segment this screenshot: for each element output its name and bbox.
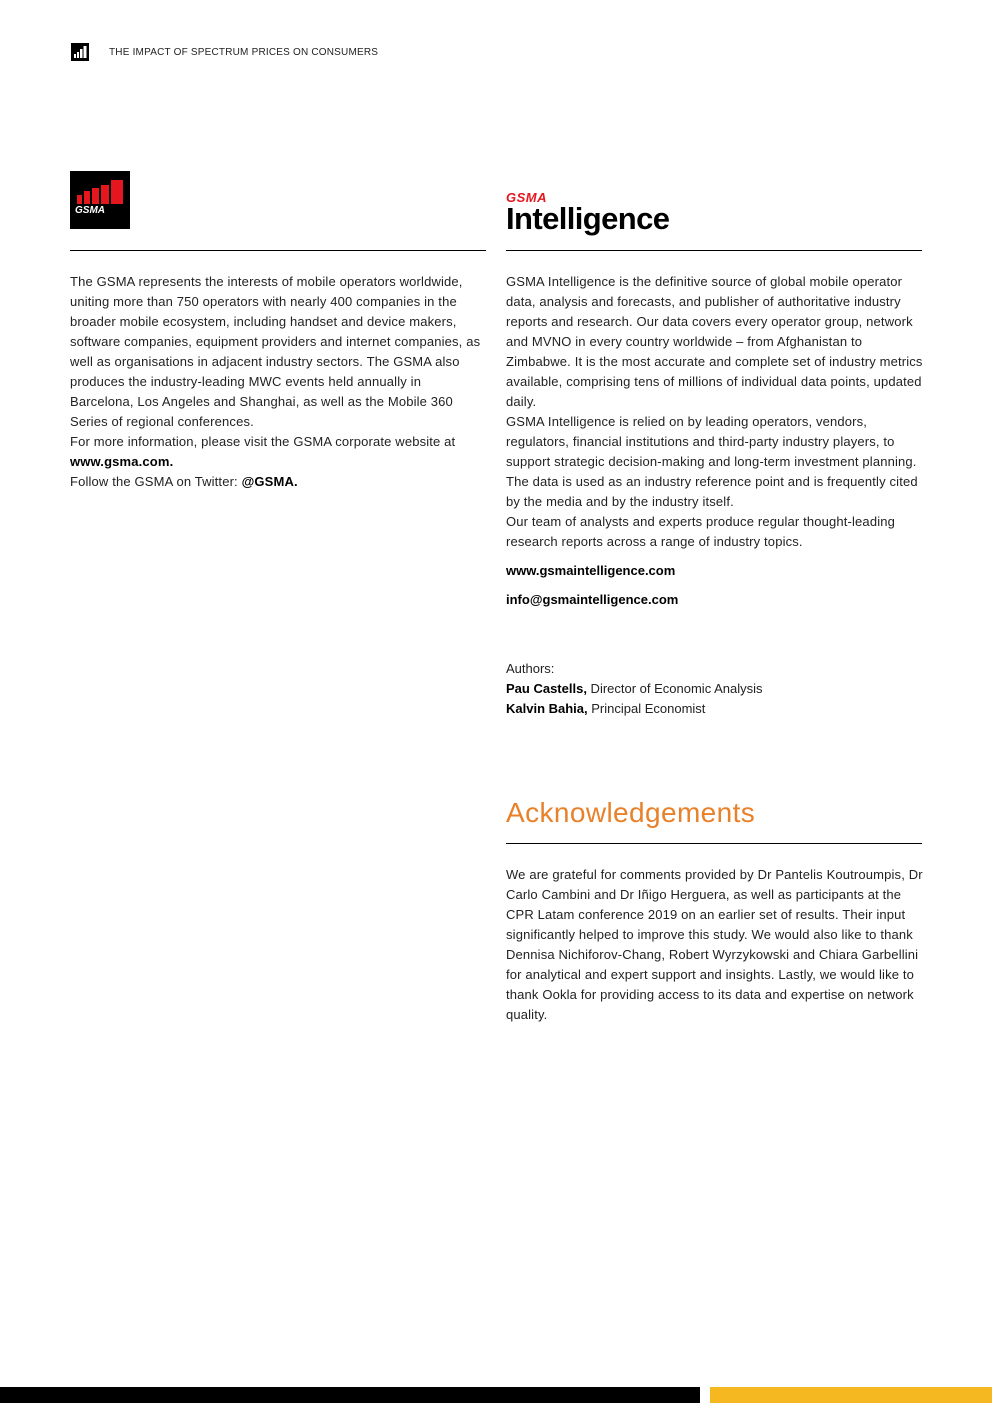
footer-bar-black — [0, 1387, 700, 1403]
intelligence-website-link[interactable]: www.gsmaintelligence.com — [506, 563, 676, 578]
intelligence-logo-small: GSMA — [506, 190, 547, 205]
intelligence-paragraph-1: GSMA Intelligence is the definitive source of global mobile operator data, analysis and forecasts, and publisher of authoritative industry reports and research. Our data covers every operator group, network and MVNO in every country worldwide – from Afghanistan to Zimbabwe. It is the most accurate and complete set of industry metrics available, comprising tens of millions of individual data points, updated daily. — [506, 274, 923, 409]
gsma-twitter-line — [70, 472, 487, 492]
intelligence-email-link[interactable]: info@gsmaintelligence.com — [506, 592, 679, 607]
twitter-prefix: Follow the GSMA on Twitter: — [70, 474, 242, 489]
gsma-intelligence-column — [506, 170, 923, 1025]
gsma-paragraph: The GSMA represents the interests of mobile operators worldwide, uniting more than 750 operators with nearly 400 companies in the broader mobile ecosystem, including handset and device makers, software companies, equipment providers and internet companies, as well as organisations in adjacent industry sectors. The GSMA also produces the industry-leading MWC events held annually in Barcelona, Los Angeles and Shanghai, as well as the Mobile 360 Series of regional conferences. — [70, 274, 481, 429]
author-line — [506, 679, 923, 699]
gsma-mark-icon — [71, 43, 89, 61]
author-role: Principal Economist — [587, 701, 706, 716]
gsma-description — [70, 272, 487, 492]
gsma-column — [70, 170, 487, 492]
section-divider — [506, 250, 922, 251]
intelligence-description — [506, 272, 923, 552]
intelligence-logo-big: Intelligence — [506, 201, 670, 236]
gsma-website-line — [70, 432, 487, 472]
gsma-logo-text: GSMA — [75, 205, 105, 216]
gsma-logo — [70, 171, 130, 229]
author-name: Pau Castells, — [506, 681, 587, 696]
acknowledgements-heading: Acknowledgements — [506, 797, 756, 828]
authors-block — [506, 659, 923, 719]
author-line — [506, 699, 923, 719]
section-divider — [70, 250, 486, 251]
website-prefix: For more information, please visit the GSMA corporate website at — [70, 434, 456, 449]
intelligence-paragraph-3: Our team of analysts and experts produce regular thought-leading research reports across a range of industry topics. — [506, 514, 895, 549]
intelligence-logo-area — [506, 170, 923, 250]
gsma-intelligence-logo — [506, 191, 669, 234]
acknowledgements-text: We are grateful for comments provided by Dr Pantelis Koutroumpis, Dr Carlo Cambini and Dr Iñigo Herguera, as well as participants at the CPR Latam conference 2019 on an earlier set of results. Their input significantly helped to improve this study. We would also like to thank Dennisa Nichiforov-Chang, Robert Wyrzykowski and Chiara Garbellini for analytical and expert support and insights. Lastly, we would like to thank Ookla for providing access to its data and expertise on network quality. — [506, 867, 923, 1022]
section-divider — [506, 843, 922, 844]
page-header — [71, 43, 378, 61]
running-title: THE IMPACT OF SPECTRUM PRICES ON CONSUMERS — [109, 46, 379, 58]
gsma-twitter-link[interactable]: @GSMA. — [241, 474, 298, 489]
authors-label: Authors: — [506, 661, 555, 676]
intelligence-paragraph-2: GSMA Intelligence is relied on by leading operators, vendors, regulators, financial institutions and third-party industry players, to support strategic decision-making and long-term investment planning. The data is used as an industry reference point and is frequently cited by the media and by the industry itself. — [506, 414, 918, 509]
gsma-logo-area — [70, 170, 487, 250]
author-role: Director of Economic Analysis — [586, 681, 763, 696]
author-name: Kalvin Bahia, — [506, 701, 588, 716]
footer-bar-yellow — [710, 1387, 992, 1403]
gsma-website-link[interactable]: www.gsma.com. — [70, 454, 174, 469]
